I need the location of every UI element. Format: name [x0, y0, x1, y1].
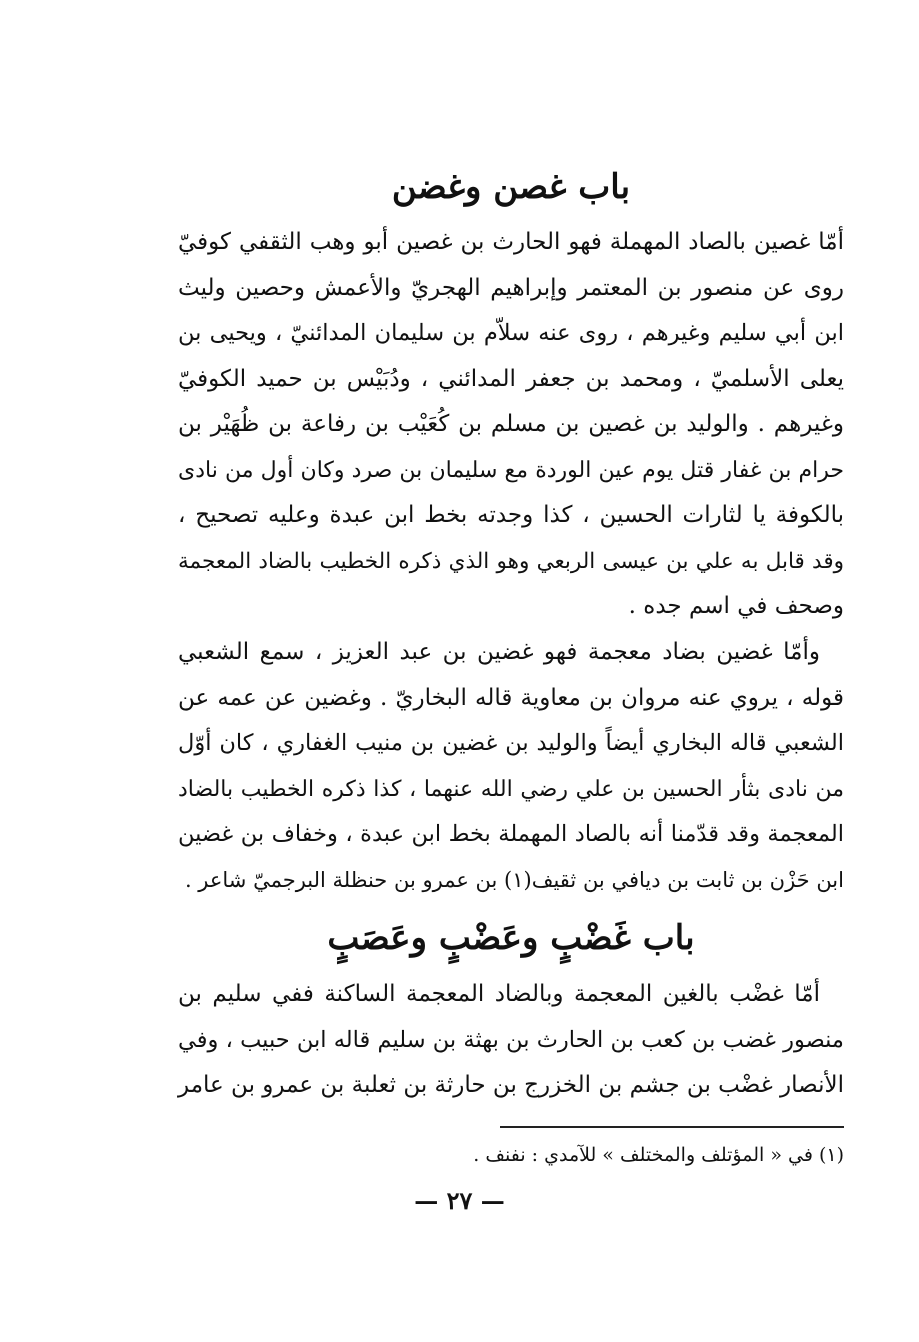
paragraph-ghudayn-dad: [178, 630, 844, 903]
text-line: من نادى بثأر الحسين بن علي رضي الله عنهما ، كذا ذكره الخطيب بالضاد: [178, 776, 844, 802]
text-line: وأمّا غضين بضاد معجمة فهو غضين بن عبد العزيز ، سمع الشعبي: [178, 639, 820, 665]
footnote: (١) في « المؤتلف والمختلف » للآمدي : نفنف .: [473, 1144, 844, 1166]
text-line: وقد قابل به علي بن عيسى الربعي وهو الذي ذكره الخطيب بالضاد المعجمة: [178, 548, 844, 574]
text-line: منصور غضب بن كعب بن الحارث بن بهثة بن سليم قاله ابن حبيب ، وفي: [178, 1026, 844, 1053]
text-line: يعلى الأسلميّ ، ومحمد بن جعفر المدائني ، ودُبَيْس بن حميد الكوفيّ: [178, 365, 844, 392]
text-line: أمّا غصين بالصاد المهملة فهو الحارث بن غصين أبو وهب الثقفي كوفيّ: [178, 229, 844, 255]
section-title-ghusn: باب غصن وغضن: [391, 167, 631, 207]
section-title-ghadb: باب غَضْبٍ وعَضْبٍ وعَصَبٍ: [327, 918, 695, 958]
footnote-divider: [500, 1126, 844, 1128]
text-line: روى عن منصور بن المعتمر وإبراهيم الهجريّ والأعمش وحصين وليث: [178, 274, 844, 301]
text-line: ابن أبي سليم وغيرهم ، روى عنه سلاّم بن سليمان المدائنيّ ، ويحيى بن: [178, 320, 844, 346]
text-line: الأنصار غضْب بن جشم بن الخزرج بن حارثة بن ثعلبة بن عمرو بن عامر: [178, 1072, 844, 1098]
text-line: بالكوفة يا لثارات الحسين ، كذا وجدته بخط ابن عبدة وعليه تصحيح ،: [178, 502, 844, 528]
page-number: — ٢٧ —: [414, 1186, 505, 1215]
text-line: وغيرهم . والوليد بن غصين بن مسلم بن كُعَيْب بن رفاعة بن ظُهَيْر بن: [178, 411, 844, 437]
text-line: ابن حَزْن بن ثابت بن ديافي بن ثقيف(١) بن عمرو بن حنظلة البرجميّ شاعر .: [184, 867, 844, 892]
text-line: المعجمة وقد قدّمنا أنه بالصاد المهملة بخط ابن عبدة ، وخفاف بن غضين: [178, 821, 844, 847]
text-line: وصحف في اسم جده .: [628, 593, 844, 619]
paragraph-ghadb: [178, 972, 844, 1109]
text-line: الشعبي قاله البخاري أيضاً والوليد بن غضين بن منيب الغفاري ، كان أوّل: [178, 730, 844, 756]
text-line: أمّا غضْب بالغين المعجمة وبالضاد المعجمة الساكنة ففي سليم بن: [178, 981, 820, 1007]
text-line: حرام بن غفار قتل يوم عين الوردة مع سليمان بن صرد وكان أول من نادى: [178, 457, 844, 483]
paragraph-ghusayn-sad: [178, 220, 844, 630]
text-line: قوله ، يروي عنه مروان بن معاوية قاله البخاريّ . وغضين عن عمه عن: [178, 684, 844, 711]
